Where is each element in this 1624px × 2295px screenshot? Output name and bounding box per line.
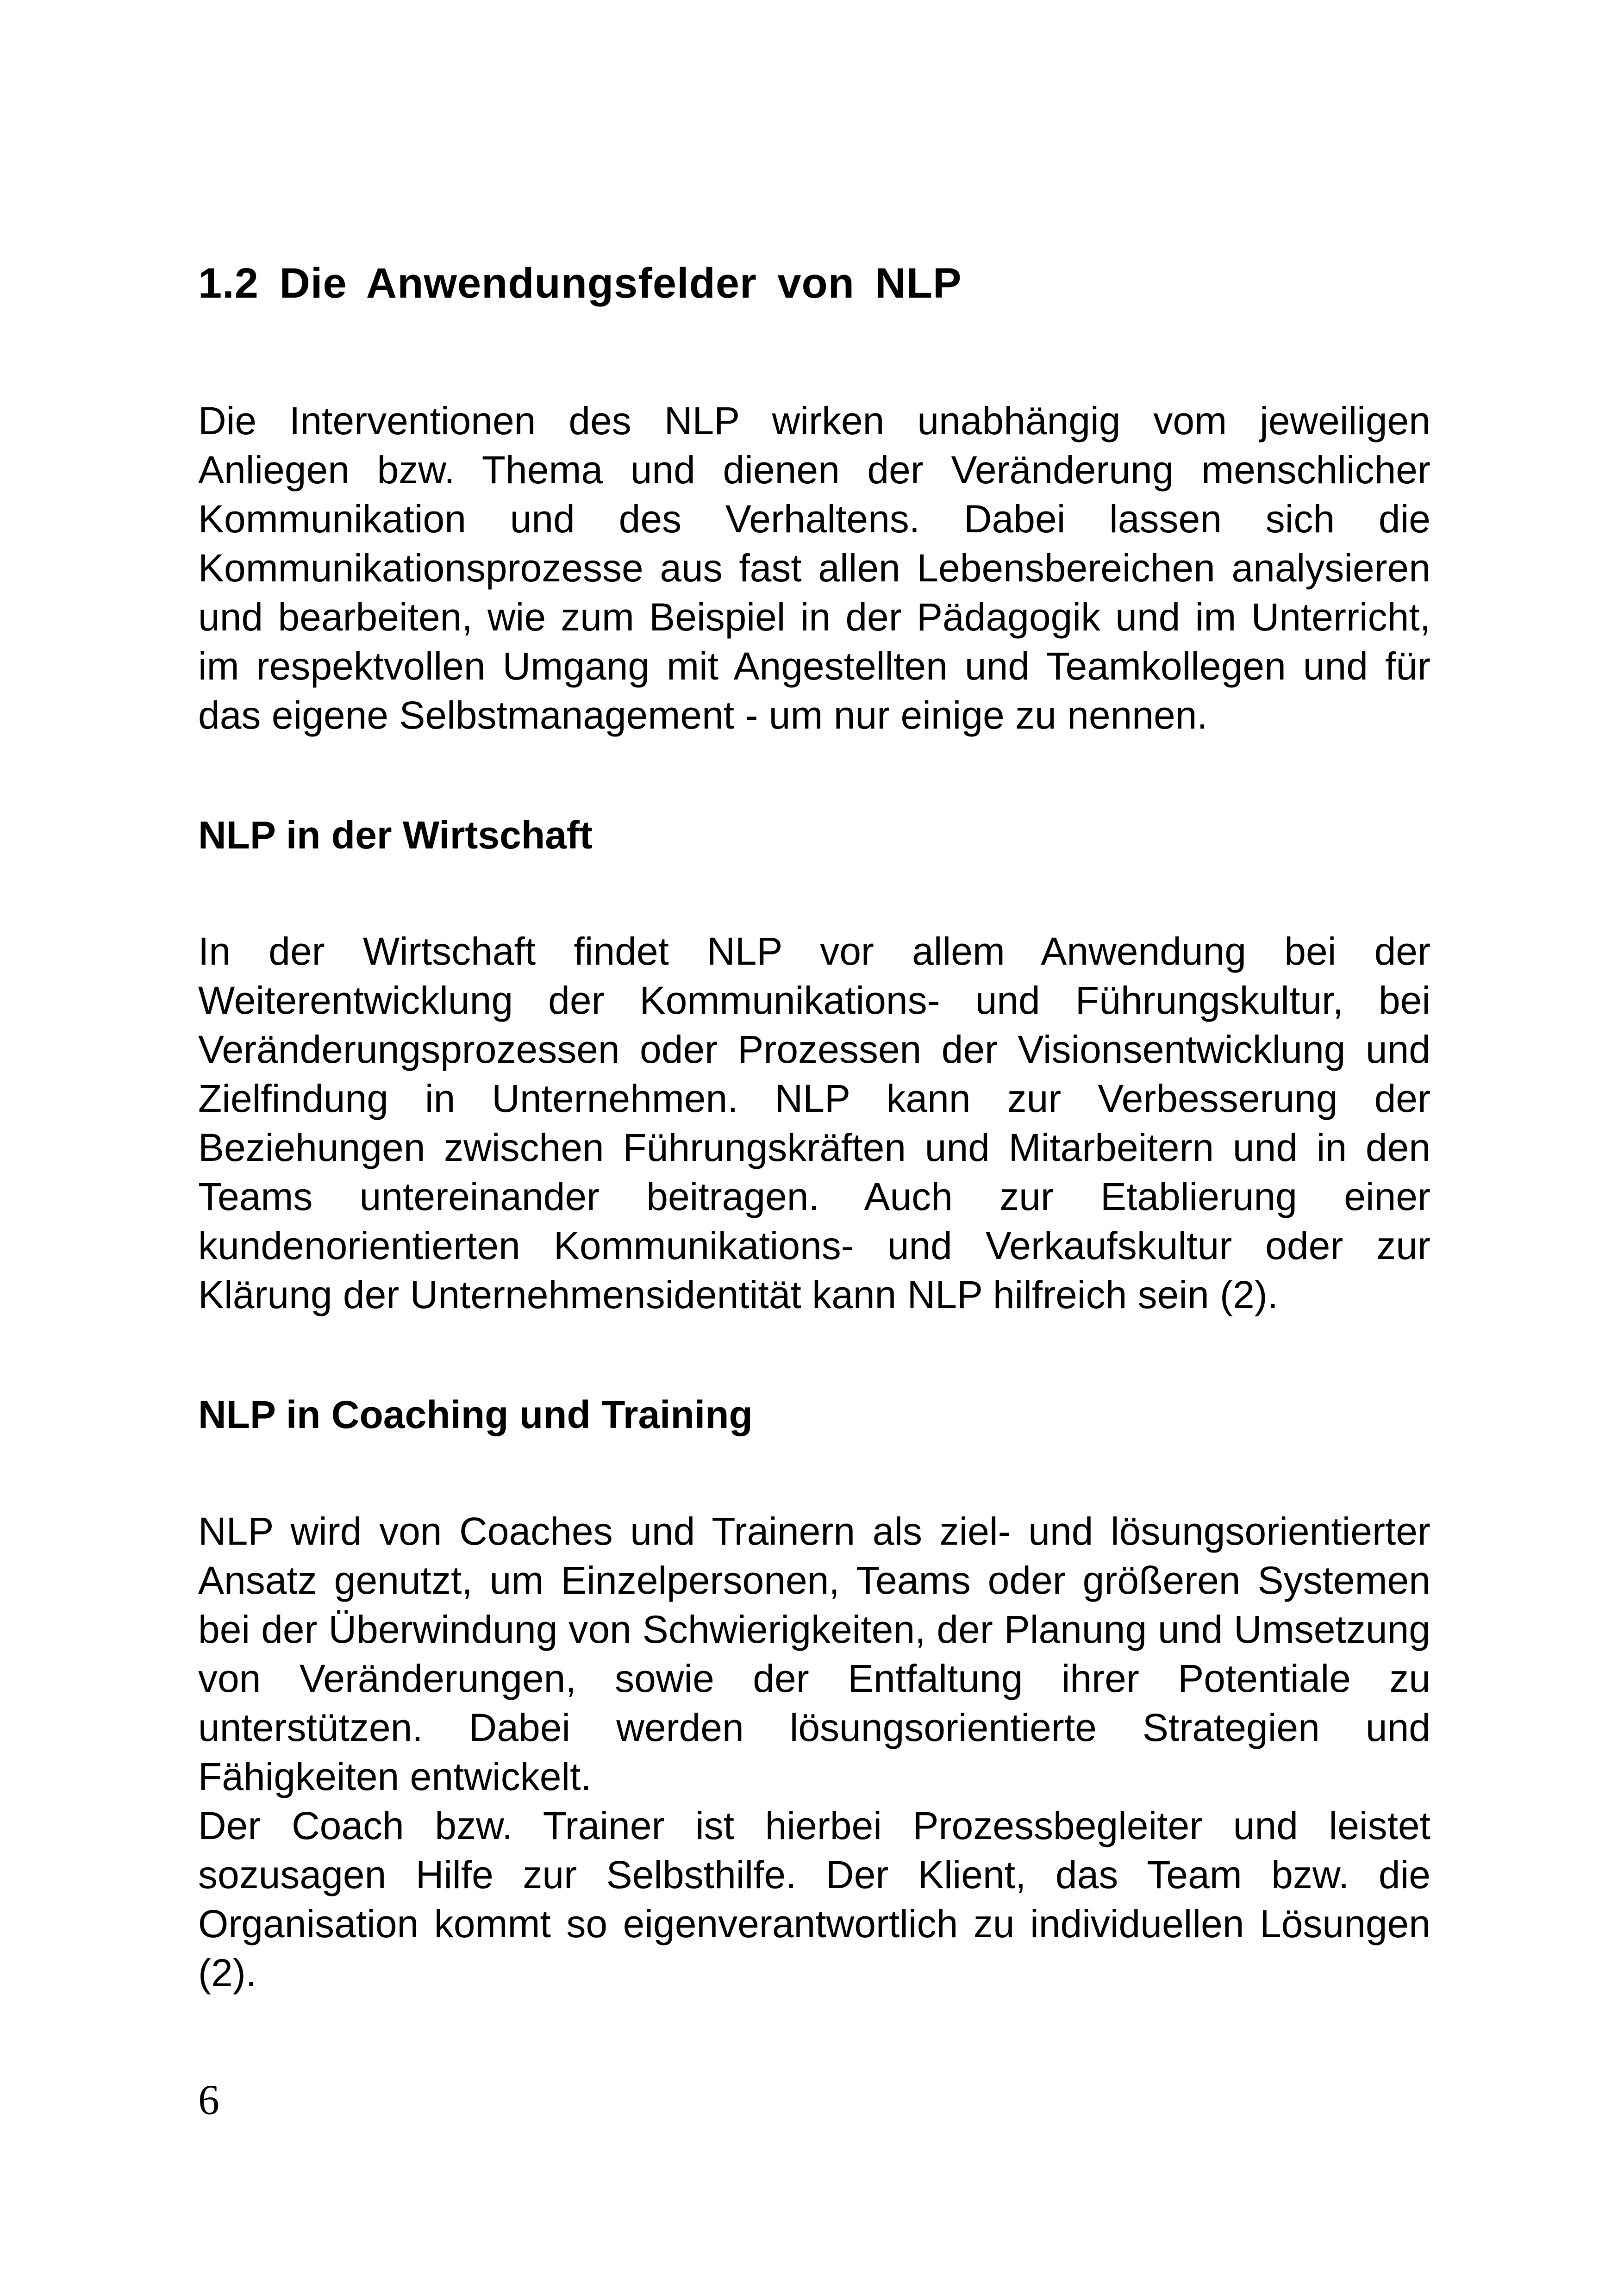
wirtschaft-paragraph: In der Wirtschaft findet NLP vor allem Anwendung bei der Weiterentwicklung der Kommunikations- und Führungskultur, bei Veränderungsprozessen oder Prozessen der Visionsentwicklung und Zielfindung in Unternehmen. NLP kann zur Verbesserung der Beziehungen zwischen Führungskräften und Mitarbeitern und in den Teams untereinander beitragen. Auch zur Etablierung einer kundenorientierten Kommunikations- und Verkaufskultur oder zur Klärung der Unternehmensidentität kann NLP hilfreich sein (2). <box>198 929 1430 1317</box>
section-heading-wirtschaft: NLP in der Wirtschaft <box>198 813 593 857</box>
section-heading-coaching: NLP in Coaching und Training <box>198 1393 753 1437</box>
page-content <box>198 259 1430 2070</box>
coaching-paragraph-2: Der Coach bzw. Trainer ist hierbei Prozessbegleiter und leistet sozusagen Hilfe zur Selbsthilfe. Der Klient, das Team bzw. die Organisation kommt so eigenverantwortlich zu individuellen Lösungen (2). <box>198 1803 1430 1995</box>
coaching-paragraph-1: NLP wird von Coaches und Trainern als ziel- und lösungsorientierter Ansatz genutzt, um Einzelpersonen, Teams oder größeren Systemen bei der Überwindung von Schwierigkeiten, der Planung und Umsetzung von Veränderungen, sowie der Entfaltung ihrer Potentiale zu unterstützen. Dabei werden lösungsorientierte Strategien und Fähigkeiten entwickelt. <box>198 1509 1430 1798</box>
chapter-title: 1.2 Die Anwendungsfelder von NLP <box>198 260 962 307</box>
page-number: 6 <box>198 2076 219 2123</box>
intro-paragraph: Die Interventionen des NLP wirken unabhängig vom jeweiligen Anliegen bzw. Thema und dienen der Veränderung menschlicher Kommunikation und des Verhaltens. Dabei lassen sich die Kommunikationsprozesse aus fast allen Lebensbereichen analysieren und bearbeiten, wie zum Beispiel in der Pädagogik und im Unterricht, im respektvollen Umgang mit Angestellten und Teamkollegen und für das eigene Selbstmanagement - um nur einige zu nennen. <box>198 399 1430 737</box>
